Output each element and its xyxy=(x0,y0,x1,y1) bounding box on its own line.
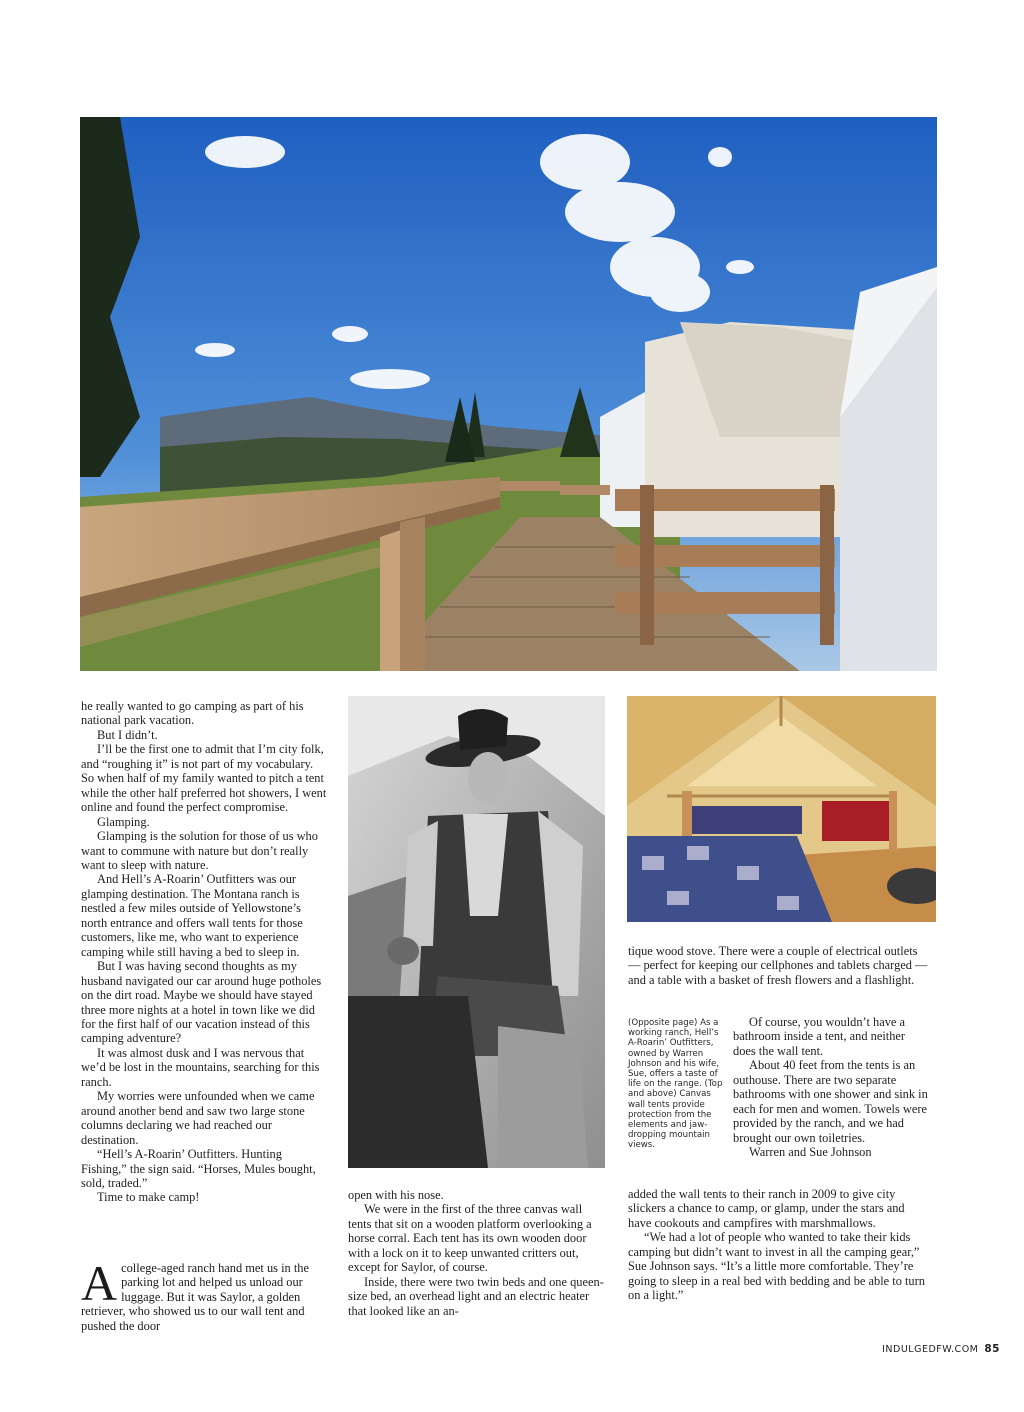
cowboy-photo xyxy=(348,696,605,1168)
paragraph: I’ll be the first one to admit that I’m city folk, and “roughing it” is not part of my vocabulary. So when half of my family wanted to pitch a tent while the other half preferred hot showers, I went online and found the perfect compromise. xyxy=(81,742,327,815)
paragraph: “We had a lot of people who wanted to take their kids camping but didn’t want to invest in all the camping gear,” Sue Johnson says. “It’s a little more comfortable. They’re going to sleep in a real bed with bedding and be able to turn on a light.” xyxy=(628,1230,925,1303)
paragraph: he really wanted to go camping as part of his national park vacation. xyxy=(81,699,304,728)
paragraph: Warren and Sue Johnson xyxy=(749,1145,872,1160)
paragraph: “Hell’s A-Roarin’ Outfitters. Hunting Fishing,” the sign said. “Horses, Mules bought, sold, traded.” xyxy=(81,1147,316,1190)
body-column-3-mid xyxy=(733,1015,928,1160)
page-folio xyxy=(882,1343,1000,1355)
paragraph: And Hell’s A-Roarin’ Outfitters was our glamping destination. The Montana ranch is nestled a few miles outside of Yellowstone’s north entrance and offers wall tents for those customers, like me, who want to experience camping while still having a bed to sleep in. xyxy=(81,872,303,959)
paragraph: open with his nose. xyxy=(348,1188,444,1202)
body-column-2 xyxy=(348,1188,606,1318)
paragraph: Glamping is the solution for those of us who want to commune with nature but don’t really want to sleep with nature. xyxy=(81,829,318,872)
drop-cap-letter: A xyxy=(81,1255,118,1311)
website-url: INDULGEDFW.COM xyxy=(882,1344,979,1355)
body-column-1 xyxy=(81,699,327,1205)
paragraph: college-aged ranch hand met us in the parking lot and helped us unload our luggage. But it was Saylor, a golden retriever, who showed us to our wall tent and pushed the door xyxy=(81,1261,309,1333)
paragraph: My worries were unfounded when we came around another bend and saw two large stone columns declaring we had reached our destination. xyxy=(81,1089,315,1147)
paragraph: Of course, you wouldn’t have a bathroom inside a tent, and neither does the wall tent. xyxy=(733,1015,906,1058)
paragraph: Glamping. xyxy=(97,814,150,829)
paragraph: But I was having second thoughts as my husband navigated our car around huge potholes on the dirt road. Maybe we should have stayed three more nights at a hotel in town like we did for the first half of our vacation instead of this camping adventure? xyxy=(81,959,322,1046)
paragraph: Time to make camp! xyxy=(97,1190,200,1205)
photo-caption: (Opposite page) As a working ranch, Hell’s A-Roarin’ Outfitters, owned by Warren Johnson and his wife, Sue, offers a taste of life on the range. (Top and above) Canvas wall tents provide protection from the elements and jaw-dropping mountain views. xyxy=(628,1018,723,1151)
paragraph: It was almost dusk and I was nervous that we’d be lost in the mountains, searching for this ranch. xyxy=(81,1045,320,1089)
body-column-3-top xyxy=(628,944,928,987)
dropcap-paragraph xyxy=(81,1255,327,1333)
paragraph: But I didn’t. xyxy=(97,727,158,742)
body-column-3-bottom xyxy=(628,1187,928,1303)
paragraph: About 40 feet from the tents is an outhouse. There are two separate bathrooms with one shower and sink in each for men and women. Towels were provided by the ranch, and we had brought our own toiletries. xyxy=(733,1058,928,1145)
page-number: 85 xyxy=(984,1343,1000,1355)
paragraph: tique wood stove. There were a couple of electrical outlets — perfect for keeping our cellphones and tablets charged — and a table with a basket of fresh flowers and a flashlight. xyxy=(628,944,928,987)
paragraph: We were in the first of the three canvas wall tents that sit on a wooden platform overlooking a horse corral. Each tent has its own wooden door with a lock on it to keep unwanted critters out, except for Saylor, of course. xyxy=(348,1202,592,1275)
tent-interior-photo xyxy=(627,696,936,922)
paragraph: Inside, there were two twin beds and one queen-size bed, an overhead light and an electric heater that looked like an an- xyxy=(348,1274,604,1318)
paragraph: added the wall tents to their ranch in 2009 to give city slickers a chance to camp, or glamp, under the stars and have cookouts and campfires with marshmallows. xyxy=(628,1187,905,1230)
hero-photo xyxy=(80,117,937,671)
